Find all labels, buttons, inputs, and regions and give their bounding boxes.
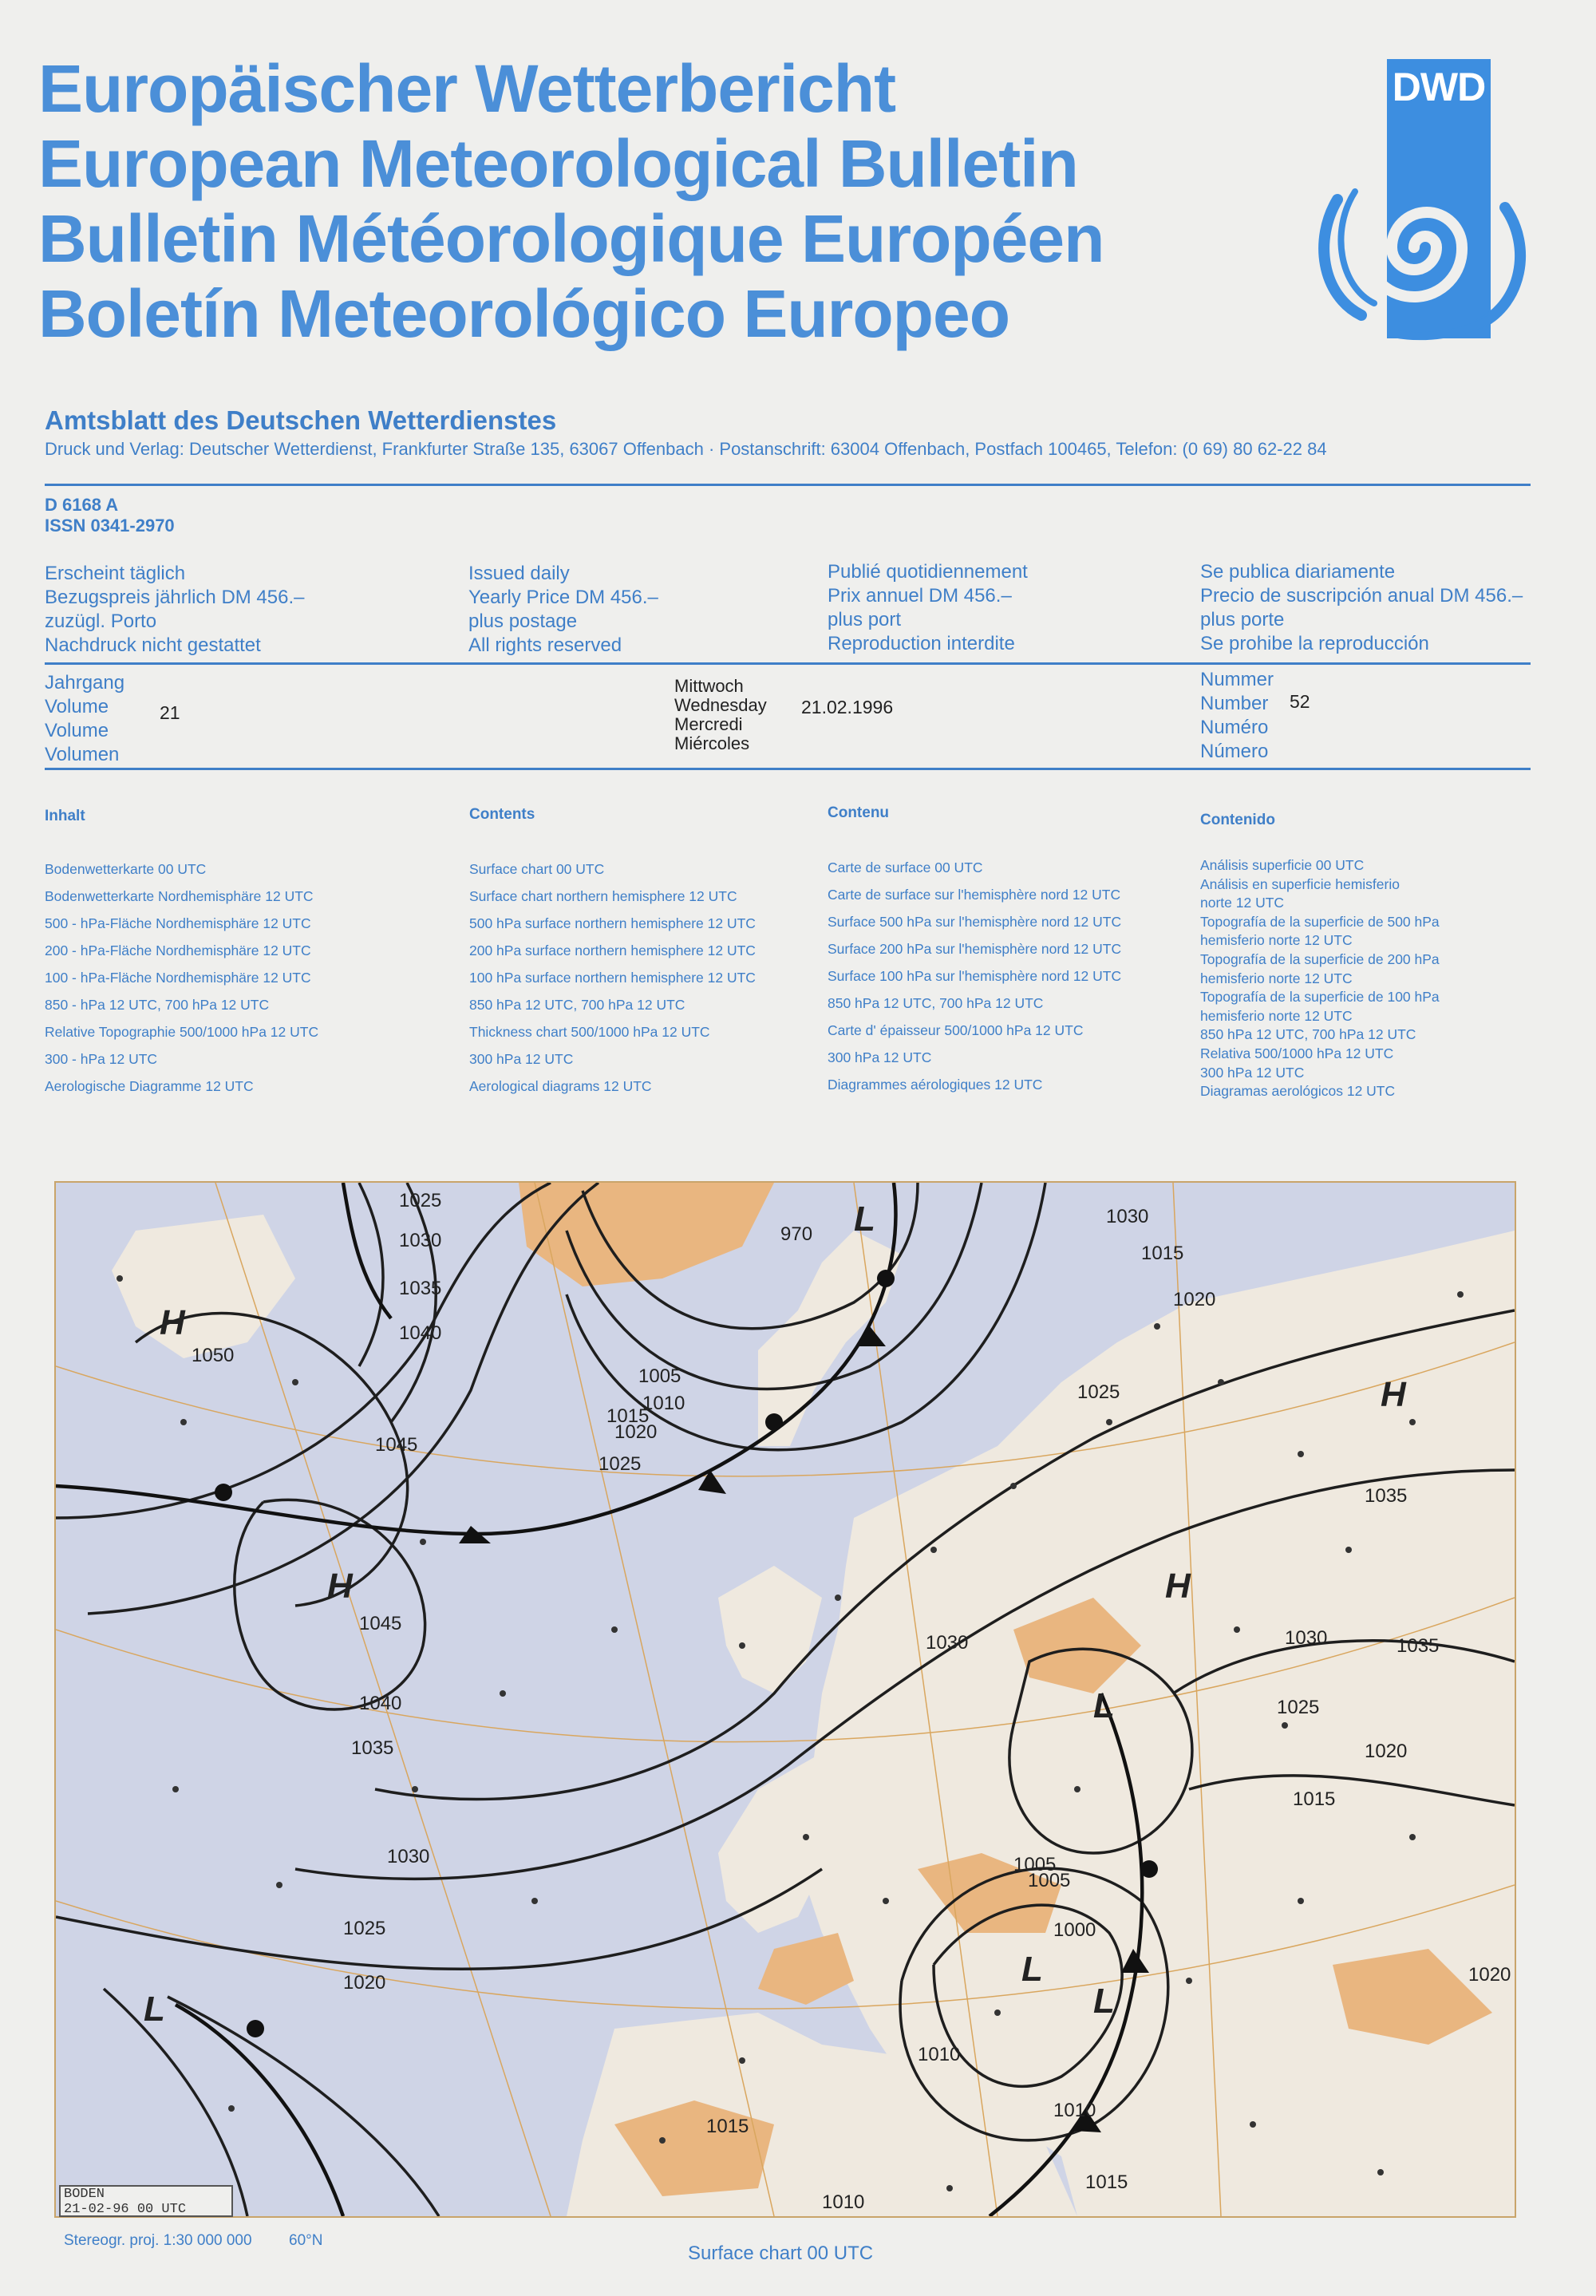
pressure-system: H bbox=[160, 1303, 185, 1342]
boden-label-box bbox=[59, 2185, 233, 2217]
number-label: Número bbox=[1200, 741, 1269, 762]
contents-item: Thickness chart 500/1000 hPa 12 UTC bbox=[469, 1024, 710, 1040]
issuance-de-line: Nachdruck nicht gestattet bbox=[45, 634, 261, 656]
contents-item: Surface chart 00 UTC bbox=[469, 861, 605, 877]
contents-item: Surface chart northern hemisphere 12 UTC bbox=[469, 888, 737, 904]
contents-item: 850 hPa 12 UTC, 700 hPa 12 UTC bbox=[828, 995, 1044, 1011]
isobar-label: 1015 bbox=[706, 2116, 749, 2137]
divider bbox=[45, 768, 1531, 770]
dwd-logo-text: DWD bbox=[1392, 65, 1486, 109]
weekday-label: Mercredi bbox=[674, 714, 743, 734]
contents-item: Relative Topographie 500/1000 hPa 12 UTC bbox=[45, 1024, 319, 1040]
contents-item: Diagramas aerológicos 12 UTC bbox=[1200, 1083, 1396, 1100]
contents-item: 500 hPa surface northern hemisphere 12 UTC bbox=[469, 915, 756, 931]
contents-item: Aerologische Diagramme 12 UTC bbox=[45, 1078, 254, 1094]
issuance-en-line: All rights reserved bbox=[468, 634, 622, 656]
number-label: Number bbox=[1200, 693, 1269, 714]
isobar-label: 1025 bbox=[1077, 1381, 1120, 1403]
isobar-label: 1015 bbox=[606, 1405, 650, 1427]
pressure-system: L bbox=[854, 1199, 875, 1239]
issuance-de-line: zuzügl. Porto bbox=[45, 611, 157, 632]
contents-item: Relativa 500/1000 hPa 12 UTC bbox=[1200, 1045, 1394, 1061]
isobar-label: 1030 bbox=[1285, 1627, 1328, 1649]
issue-date: 21.02.1996 bbox=[801, 697, 894, 717]
volume-label: Volumen bbox=[45, 744, 120, 765]
weekday-label: Mittwoch bbox=[674, 676, 744, 696]
d-number: D 6168 A bbox=[45, 495, 119, 515]
contents-item: hemisferio norte 12 UTC bbox=[1200, 1007, 1353, 1024]
contents-item: Carte de surface sur l'hemisphère nord 12 UTC bbox=[828, 887, 1121, 903]
isobar-label: 1035 bbox=[399, 1278, 442, 1299]
boden-label: BODEN bbox=[64, 2187, 105, 2202]
contents-item: 300 hPa 12 UTC bbox=[1200, 1064, 1305, 1081]
volume-label: Volume bbox=[45, 720, 109, 741]
map-caption: Surface chart 00 UTC bbox=[688, 2243, 874, 2264]
pressure-system: L bbox=[1093, 1982, 1115, 2021]
volume-label: Jahrgang bbox=[45, 672, 125, 694]
official-gazette: Amtsblatt des Deutschen Wetterdienstes bbox=[45, 405, 557, 435]
isobar-label: 1040 bbox=[399, 1322, 442, 1344]
issuance-es-line: Se prohibe la reproducción bbox=[1200, 633, 1429, 654]
contents-item: Bodenwetterkarte 00 UTC bbox=[45, 861, 207, 877]
contents-item: Topografía de la superficie de 500 hPa bbox=[1200, 913, 1440, 930]
isobar-label: 1040 bbox=[359, 1693, 402, 1714]
isobar-label: 1025 bbox=[343, 1918, 386, 1939]
pressure-system: H bbox=[1381, 1375, 1406, 1414]
issuance-de-line: Erscheint täglich bbox=[45, 563, 186, 584]
contents-list-es bbox=[1200, 856, 1440, 1101]
contents-item: 100 hPa surface northern hemisphere 12 UTC bbox=[469, 970, 756, 986]
issuance-es bbox=[1200, 560, 1523, 656]
contents-heading-en: Contents bbox=[469, 806, 535, 823]
isobar-label: 1045 bbox=[359, 1613, 402, 1634]
surface-weather-map bbox=[54, 1181, 1516, 2218]
contents-item: Topografía de la superficie de 100 hPa bbox=[1200, 989, 1440, 1006]
issuance-en-line: plus postage bbox=[468, 611, 578, 632]
isobar-label: 1020 bbox=[614, 1421, 658, 1443]
contents-item: 200 - hPa-Fläche Nordhemisphäre 12 UTC bbox=[45, 943, 311, 958]
isobar-label: 1050 bbox=[192, 1345, 235, 1366]
contents-item: 500 - hPa-Fläche Nordhemisphäre 12 UTC bbox=[45, 915, 311, 931]
contents-item: Surface 200 hPa sur l'hemisphère nord 12 UTC bbox=[828, 941, 1122, 957]
title-english: European Meteorological Bulletin bbox=[38, 126, 1078, 201]
isobar-label: 1005 bbox=[638, 1365, 681, 1387]
pressure-system: H bbox=[1165, 1567, 1191, 1606]
issuance-de-line: Bezugspreis jährlich DM 456.– bbox=[45, 587, 305, 608]
volume-labels bbox=[45, 671, 124, 767]
contents-list-fr bbox=[828, 854, 1121, 1098]
isobar-label: 1020 bbox=[1173, 1289, 1216, 1310]
contents-item: Análisis en superficie hemisferio bbox=[1200, 875, 1400, 892]
map-canvas bbox=[56, 1183, 1515, 2216]
issuance-es-line: Se publica diariamente bbox=[1200, 561, 1396, 583]
issuance-fr-line: plus port bbox=[828, 609, 902, 630]
contents-item: 850 hPa 12 UTC, 700 hPa 12 UTC bbox=[469, 997, 685, 1013]
issuance-de bbox=[45, 562, 305, 658]
isobar-label: 1005 bbox=[1013, 1854, 1057, 1875]
issuance-en-line: Yearly Price DM 456.– bbox=[468, 587, 658, 608]
isobar-label: 1035 bbox=[1396, 1635, 1440, 1657]
contents-item: Bodenwetterkarte Nordhemisphäre 12 UTC bbox=[45, 888, 314, 904]
title-french: Bulletin Météorologique Européen bbox=[38, 201, 1104, 276]
pressure-system: L bbox=[1021, 1950, 1043, 1989]
contents-item: Carte d' épaisseur 500/1000 hPa 12 UTC bbox=[828, 1022, 1084, 1038]
boden-time: 21-02-96 00 UTC bbox=[64, 2202, 187, 2217]
contents-item: 100 - hPa-Fläche Nordhemisphäre 12 UTC bbox=[45, 970, 311, 986]
projection-note: Stereogr. proj. 1:30 000 000 bbox=[64, 2232, 252, 2249]
contents-item: Surface 500 hPa sur l'hemisphère nord 12 UTC bbox=[828, 914, 1122, 930]
volume-value: 21 bbox=[160, 702, 180, 723]
contents-item: 300 hPa 12 UTC bbox=[828, 1049, 932, 1065]
issuance-fr bbox=[828, 560, 1028, 656]
isobar-label: 1025 bbox=[1277, 1697, 1320, 1718]
isobar-label: 1020 bbox=[1468, 1964, 1511, 1986]
contents-item: hemisferio norte 12 UTC bbox=[1200, 932, 1353, 949]
contents-list-en bbox=[469, 856, 756, 1100]
weekday-label: Wednesday bbox=[674, 695, 767, 715]
divider bbox=[45, 484, 1531, 486]
issue-number: 52 bbox=[1290, 691, 1310, 712]
weekday-label: Miércoles bbox=[674, 733, 750, 753]
contents-item: hemisferio norte 12 UTC bbox=[1200, 970, 1353, 986]
contents-item: Carte de surface 00 UTC bbox=[828, 860, 983, 875]
isobar-label: 1015 bbox=[1293, 1788, 1336, 1810]
issuance-en bbox=[468, 562, 658, 658]
isobar-label: 1030 bbox=[387, 1846, 430, 1867]
isobar-label: 1010 bbox=[918, 2044, 961, 2065]
contents-heading-de: Inhalt bbox=[45, 808, 85, 824]
title-spanish: Boletín Meteorológico Europeo bbox=[38, 276, 1010, 351]
isobar-label: 1030 bbox=[1106, 1206, 1149, 1227]
contents-item: Topografía de la superficie de 200 hPa bbox=[1200, 950, 1440, 967]
isobar-label: 1020 bbox=[343, 1972, 386, 1994]
isobar-label: 1010 bbox=[642, 1393, 685, 1414]
contents-heading-es: Contenido bbox=[1200, 812, 1275, 828]
issuance-fr-line: Prix annuel DM 456.– bbox=[828, 585, 1012, 607]
number-label: Nummer bbox=[1200, 669, 1274, 690]
isobar-label: 1035 bbox=[1365, 1485, 1408, 1507]
issuance-fr-line: Reproduction interdite bbox=[828, 633, 1015, 654]
isobar-label: 1015 bbox=[1085, 2172, 1128, 2193]
number-label: Numéro bbox=[1200, 717, 1269, 738]
contents-item: 300 - hPa 12 UTC bbox=[45, 1051, 158, 1067]
issuance-es-line: plus porte bbox=[1200, 609, 1285, 630]
contents-item: Aerological diagrams 12 UTC bbox=[469, 1078, 652, 1094]
divider bbox=[45, 662, 1531, 665]
volume-label: Volume bbox=[45, 696, 109, 717]
isobar-label: 1025 bbox=[399, 1190, 442, 1211]
pressure-system: H bbox=[327, 1567, 353, 1606]
publisher-address: Druck und Verlag: Deutscher Wetterdienst, Frankfurter Straße 135, 63067 Offenbach · Postanschrift: 63004 Offenbach, Postfach 100465, Telefon: (0 69) 80 62-22 84 bbox=[45, 439, 1327, 459]
weekday-labels bbox=[674, 677, 767, 753]
contents-item: Diagrammes aérologiques 12 UTC bbox=[828, 1077, 1043, 1093]
contents-item: 300 hPa 12 UTC bbox=[469, 1051, 574, 1067]
number-labels bbox=[1200, 668, 1274, 764]
issuance-fr-line: Publié quotidiennement bbox=[828, 561, 1028, 583]
contents-list-de bbox=[45, 856, 318, 1100]
latitude-note: 60°N bbox=[289, 2232, 323, 2249]
title-german: Europäischer Wetterbericht bbox=[38, 51, 896, 126]
contents-heading-fr: Contenu bbox=[828, 804, 890, 821]
contents-item: 200 hPa surface northern hemisphere 12 UTC bbox=[469, 943, 756, 958]
contents-item: 850 - hPa 12 UTC, 700 hPa 12 UTC bbox=[45, 997, 270, 1013]
contents-item: norte 12 UTC bbox=[1200, 895, 1285, 911]
isobar-label: 1025 bbox=[598, 1453, 642, 1475]
isobar-label: 1035 bbox=[351, 1737, 394, 1759]
issn: ISSN 0341-2970 bbox=[45, 516, 175, 535]
isobar-label: 1020 bbox=[1365, 1741, 1408, 1762]
isobar-label: 1015 bbox=[1141, 1243, 1184, 1264]
isobar-label: 1010 bbox=[822, 2191, 865, 2213]
contents-item: 850 hPa 12 UTC, 700 hPa 12 UTC bbox=[1200, 1026, 1416, 1043]
isobar-label: 1000 bbox=[1053, 1919, 1096, 1941]
isobar-label: 1010 bbox=[1053, 2100, 1096, 2121]
dwd-swirl-icon bbox=[1306, 152, 1537, 343]
isobar-label: 1030 bbox=[926, 1632, 969, 1654]
issuance-es-line: Precio de suscripción anual DM 456.– bbox=[1200, 585, 1523, 607]
issuance-en-line: Issued daily bbox=[468, 563, 570, 584]
isobar-label: 1045 bbox=[375, 1434, 418, 1456]
pressure-system: L bbox=[1093, 1686, 1115, 1725]
isobar-label: 1005 bbox=[1028, 1870, 1071, 1891]
contents-item: Surface 100 hPa sur l'hemisphère nord 12 UTC bbox=[828, 968, 1122, 984]
isobar-label: 970 bbox=[780, 1223, 813, 1245]
contents-item: Análisis superficie 00 UTC bbox=[1200, 857, 1365, 873]
pressure-system: L bbox=[144, 1990, 165, 2029]
isobar-label: 1030 bbox=[399, 1230, 442, 1251]
